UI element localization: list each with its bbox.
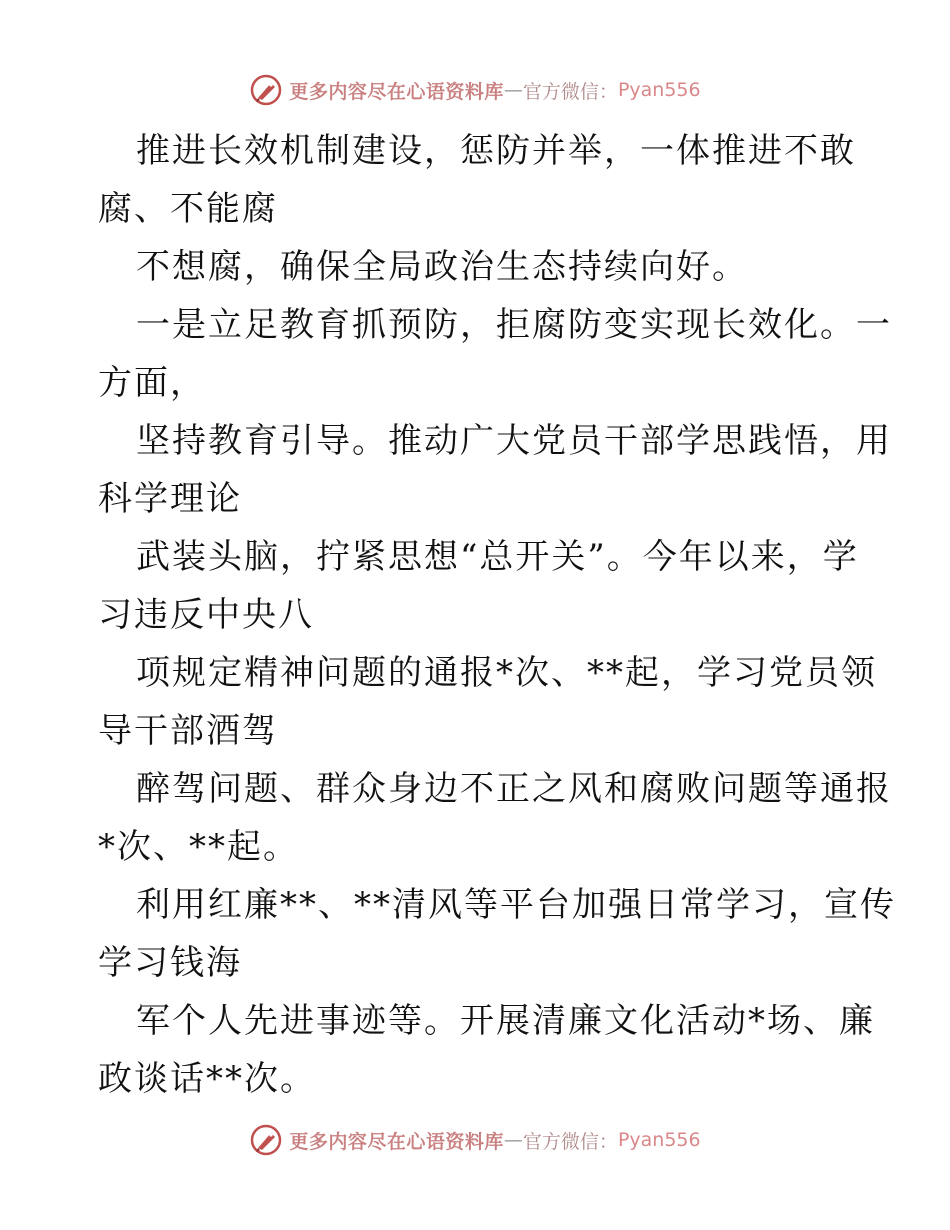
text-line: 科学理论 — [98, 479, 242, 519]
text-line: 项规定精神问题的通报*次、**起，学习党员领 — [136, 653, 877, 693]
watermark-wechat-label: 官方微信： — [522, 1130, 618, 1153]
watermark-wechat-label: 官方微信： — [522, 80, 618, 103]
text-line: 推进长效机制建设，惩防并举，一体推进不敢 — [136, 131, 856, 171]
text-line: 一是立足教育抓预防，拒腐防变实现长效化。一 — [136, 305, 892, 345]
watermark-text: 更多内容尽在心语资料库 — [289, 80, 504, 103]
text-line: 利用红廉**、**清风等平台加强日常学习，宣传 — [136, 885, 896, 925]
header-watermark — [0, 70, 950, 110]
text-line: 政谈话**次。 — [98, 1059, 316, 1099]
text-line: 习违反中央八 — [98, 595, 314, 635]
pen-nib-logo-icon — [249, 73, 283, 107]
watermark-separator: — — [503, 1129, 523, 1151]
text-line: 醉驾问题、群众身边不正之风和腐败问题等通报 — [136, 769, 892, 809]
text-line: 腐、不能腐 — [98, 189, 278, 229]
watermark-text: 更多内容尽在心语资料库 — [289, 1130, 504, 1153]
text-line: 武装头脑，拧紧思想“总开关”。今年以来，学 — [136, 537, 859, 577]
watermark-wechat-id: Pyan556 — [617, 79, 701, 101]
text-line: 学习钱海 — [98, 943, 242, 983]
text-line: 方面， — [98, 363, 206, 403]
watermark-separator: — — [503, 79, 523, 101]
text-line: 导干部酒驾 — [98, 711, 278, 751]
pen-nib-logo-icon — [249, 1123, 283, 1157]
text-line: 不想腐，确保全局政治生态持续向好。 — [136, 247, 748, 287]
text-line: *次、**起。 — [98, 827, 299, 867]
document-body — [98, 122, 896, 1108]
text-line: 坚持教育引导。推动广大党员干部学思践悟，用 — [136, 421, 892, 461]
watermark-wechat-id: Pyan556 — [617, 1129, 701, 1151]
footer-watermark — [0, 1120, 950, 1160]
text-line: 军个人先进事迹等。开展清廉文化活动*场、廉 — [136, 1001, 875, 1041]
